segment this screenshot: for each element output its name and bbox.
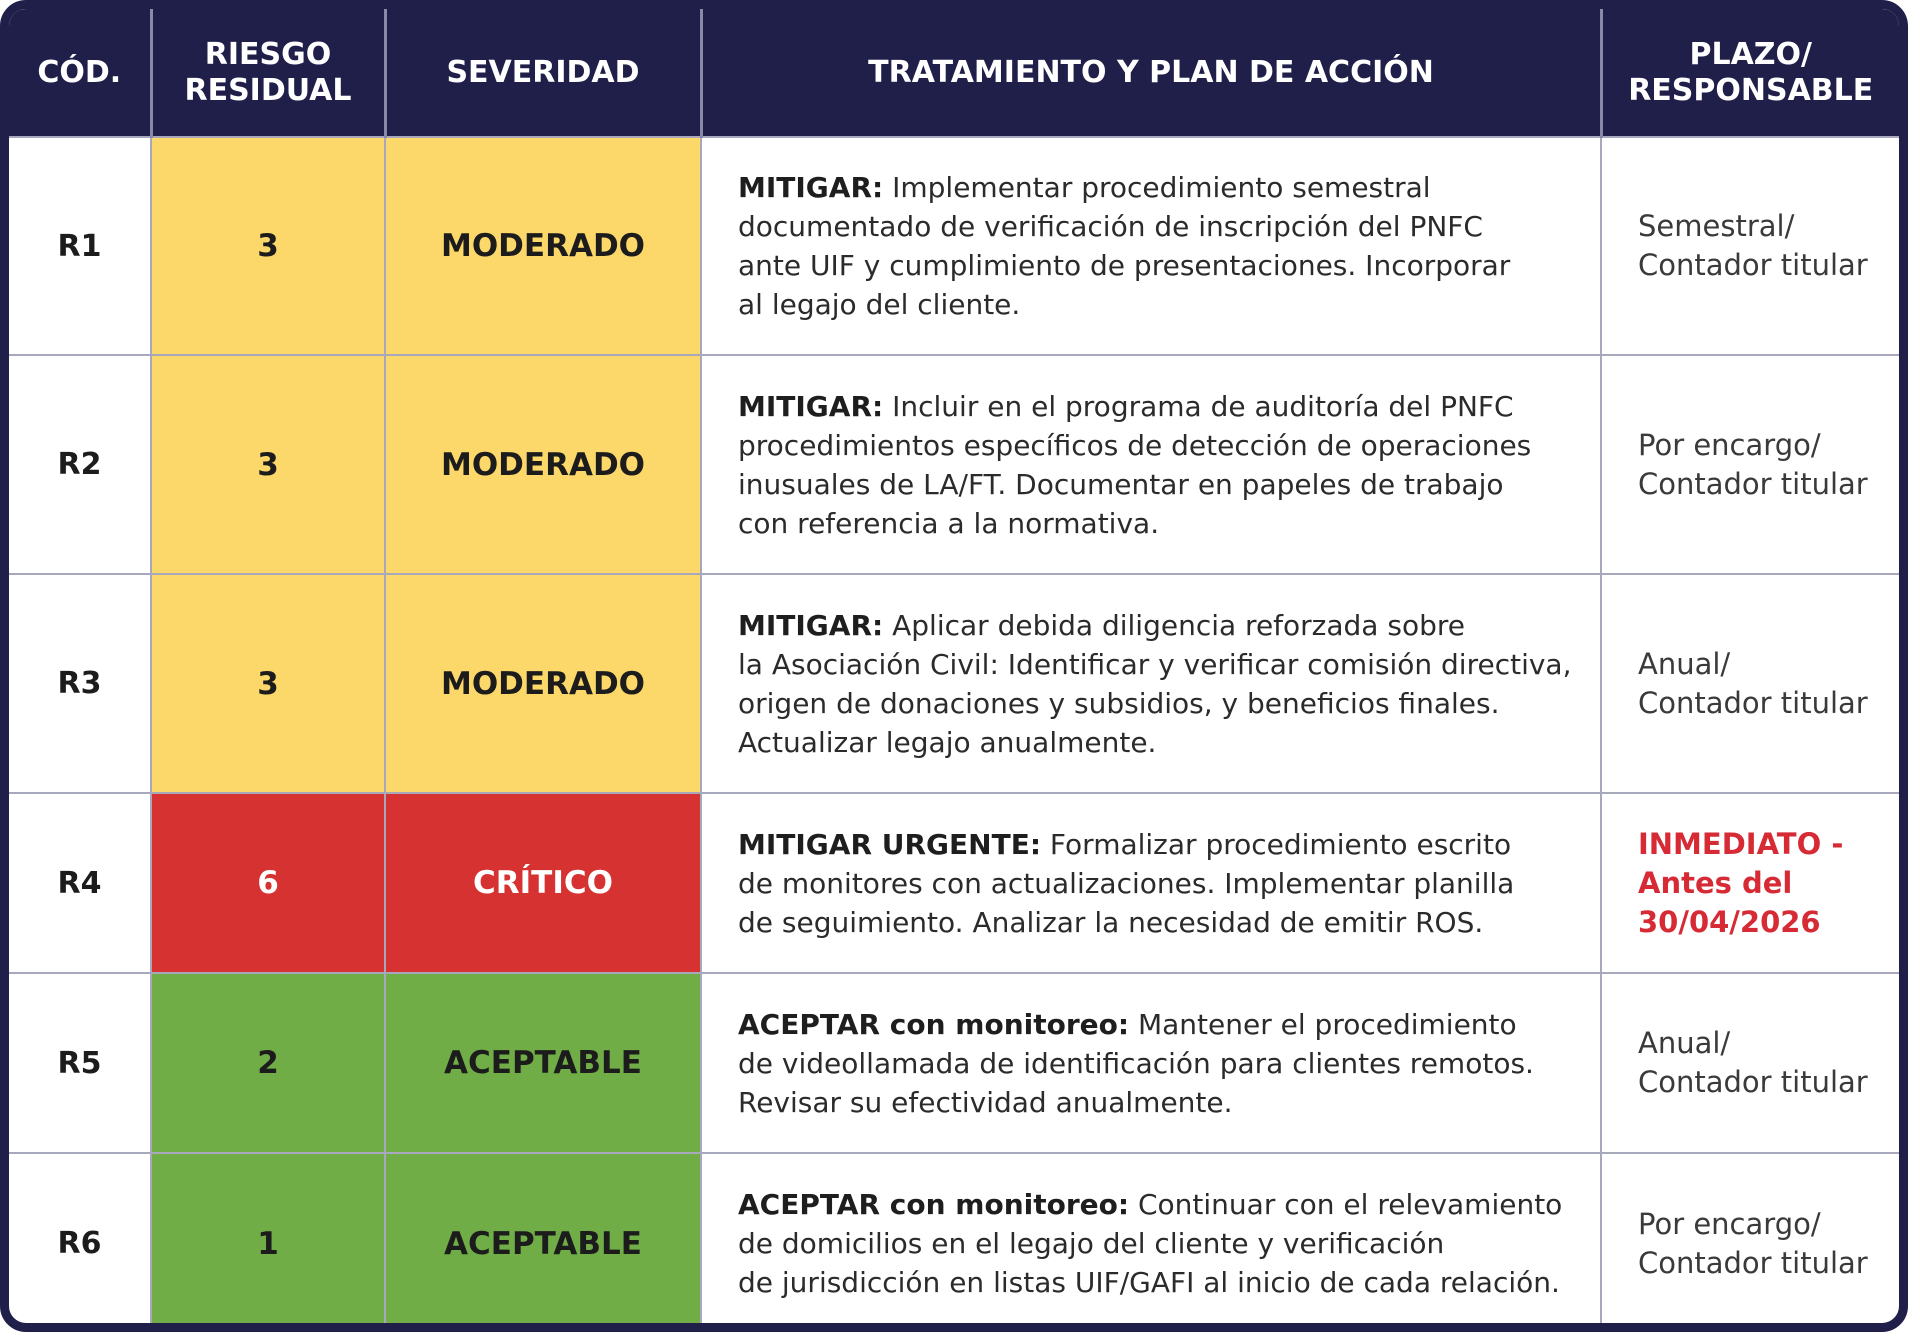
residual-risk-cell: 2 (151, 973, 385, 1153)
risk-code-cell: R6 (9, 1153, 151, 1332)
treatment-text: origen de donaciones y subsidios, y beneficios finales. (738, 686, 1500, 720)
treatment-line (738, 285, 1570, 324)
treatment-text: de monitores con actualizaciones. Implementar planilla (738, 866, 1515, 900)
deadline-owner-line: Anual/ (1638, 646, 1731, 681)
treatment-text: Actualizar legajo anualmente. (738, 725, 1157, 759)
treatment-text: la Asociación Civil: Identificar y verificar comisión directiva, (738, 647, 1572, 681)
treatment-action-label: MITIGAR URGENTE: (738, 827, 1042, 861)
residual-risk-cell: 6 (151, 793, 385, 973)
deadline-owner-line: INMEDIATO - (1638, 826, 1844, 861)
residual-risk-cell: 3 (151, 574, 385, 793)
treatment-text: documentado de verificación de inscripción del PNFC (738, 210, 1483, 243)
deadline-owner-line: Contador titular (1638, 248, 1868, 282)
treatment-text: de domicilios en el legajo del cliente y verificación (738, 1227, 1445, 1260)
risk-code-cell: R2 (9, 355, 151, 574)
table-row (9, 355, 1899, 574)
treatment-action-label: MITIGAR: (738, 608, 884, 642)
residual-risk-cell: 1 (151, 1153, 385, 1332)
severity-cell: MODERADO (385, 574, 701, 793)
treatment-text: Formalizar procedimiento escrito (1041, 827, 1512, 861)
risk-code-cell: R5 (9, 973, 151, 1153)
deadline-owner-cell (1601, 574, 1899, 793)
treatment-cell (701, 793, 1601, 973)
treatment-line (738, 426, 1570, 465)
treatment-text: Continuar con el relevamiento (1129, 1188, 1563, 1221)
severity-cell: MODERADO (385, 355, 701, 574)
residual-risk-cell: 3 (151, 355, 385, 574)
table-row (9, 137, 1899, 355)
header-severidad: SEVERIDAD (385, 9, 701, 137)
severity-cell: ACEPTABLE (385, 1153, 701, 1332)
treatment-text: Revisar su efectividad anualmente. (738, 1085, 1233, 1119)
treatment-line (738, 825, 1570, 864)
treatment-line (738, 387, 1570, 426)
treatment-line (738, 1044, 1570, 1083)
treatment-text: inusuales de LA/FT. Documentar en papeles de trabajo (738, 467, 1504, 501)
treatment-text: con referencia a la normativa. (738, 506, 1160, 540)
treatment-text: Implementar procedimiento semestral (883, 171, 1431, 204)
treatment-cell (701, 355, 1601, 574)
deadline-owner-line: Antes del (1638, 865, 1793, 900)
treatment-line (738, 645, 1570, 684)
treatment-line (738, 246, 1570, 285)
deadline-owner-line: 30/04/2026 (1638, 904, 1821, 939)
risk-code-cell: R1 (9, 137, 151, 355)
treatment-action-label: MITIGAR: (738, 389, 884, 423)
treatment-line (738, 684, 1570, 723)
table-row (9, 574, 1899, 793)
header-riesgo-residual: RIESGO RESIDUAL (151, 9, 385, 137)
treatment-line (738, 723, 1570, 762)
header-cod: CÓD. (9, 9, 151, 137)
deadline-owner-line: Semestral/ (1638, 209, 1795, 243)
treatment-cell (701, 1153, 1601, 1332)
treatment-text: de videollamada de identificación para clientes remotos. (738, 1046, 1534, 1080)
treatment-action-label: ACEPTAR con monitoreo: (738, 1007, 1130, 1041)
deadline-owner-line: Contador titular (1638, 466, 1868, 501)
risk-treatment-table (9, 9, 1899, 1332)
table-row (9, 973, 1899, 1153)
deadline-owner-cell (1601, 973, 1899, 1153)
deadline-owner-line: Contador titular (1638, 1065, 1868, 1099)
residual-risk-cell: 3 (151, 137, 385, 355)
treatment-line (738, 903, 1570, 942)
treatment-action-label: ACEPTAR con monitoreo: (738, 1188, 1130, 1221)
treatment-text: Mantener el procedimiento (1129, 1007, 1517, 1041)
treatment-text: procedimientos específicos de detección de operaciones (738, 428, 1532, 462)
treatment-line (738, 864, 1570, 903)
treatment-line (738, 168, 1570, 207)
treatment-text: Aplicar debida diligencia reforzada sobre (883, 608, 1465, 642)
treatment-line (738, 1185, 1570, 1224)
deadline-owner-line: Anual/ (1638, 1026, 1731, 1060)
treatment-line (738, 504, 1570, 543)
deadline-owner-line: Contador titular (1638, 685, 1868, 720)
deadline-owner-line: Por encargo/ (1638, 427, 1821, 462)
deadline-owner-cell (1601, 1153, 1899, 1332)
table-row (9, 793, 1899, 973)
treatment-line (738, 606, 1570, 645)
treatment-line (738, 1224, 1570, 1263)
treatment-cell (701, 574, 1601, 793)
treatment-text: de jurisdicción en listas UIF/GAFI al inicio de cada relación. (738, 1266, 1560, 1299)
severity-cell: ACEPTABLE (385, 973, 701, 1153)
deadline-owner-cell (1601, 355, 1899, 574)
deadline-owner-line: Por encargo/ (1638, 1206, 1821, 1241)
risk-code-cell: R4 (9, 793, 151, 973)
header-tratamiento: TRATAMIENTO Y PLAN DE ACCIÓN (701, 9, 1601, 137)
treatment-line (738, 207, 1570, 246)
table-row (9, 1153, 1899, 1332)
deadline-owner-line: Contador titular (1638, 1245, 1868, 1280)
treatment-cell (701, 973, 1601, 1153)
table-body (9, 137, 1899, 1332)
treatment-line (738, 1005, 1570, 1044)
treatment-line (738, 1083, 1570, 1122)
deadline-owner-cell (1601, 137, 1899, 355)
treatment-cell (701, 137, 1601, 355)
deadline-owner-cell (1601, 793, 1899, 973)
treatment-text: ante UIF y cumplimiento de presentaciones. Incorporar (738, 249, 1511, 282)
treatment-action-label: MITIGAR: (738, 171, 884, 204)
treatment-text: al legajo del cliente. (738, 288, 1021, 321)
severity-cell: MODERADO (385, 137, 701, 355)
table-header-row (9, 9, 1899, 137)
header-plazo-responsable: PLAZO/ RESPONSABLE (1601, 9, 1899, 137)
risk-code-cell: R3 (9, 574, 151, 793)
treatment-text: de seguimiento. Analizar la necesidad de emitir ROS. (738, 905, 1484, 939)
treatment-line (738, 465, 1570, 504)
severity-cell: CRÍTICO (385, 793, 701, 973)
treatment-line (738, 1263, 1570, 1302)
treatment-text: Incluir en el programa de auditoría del PNFC (883, 389, 1514, 423)
